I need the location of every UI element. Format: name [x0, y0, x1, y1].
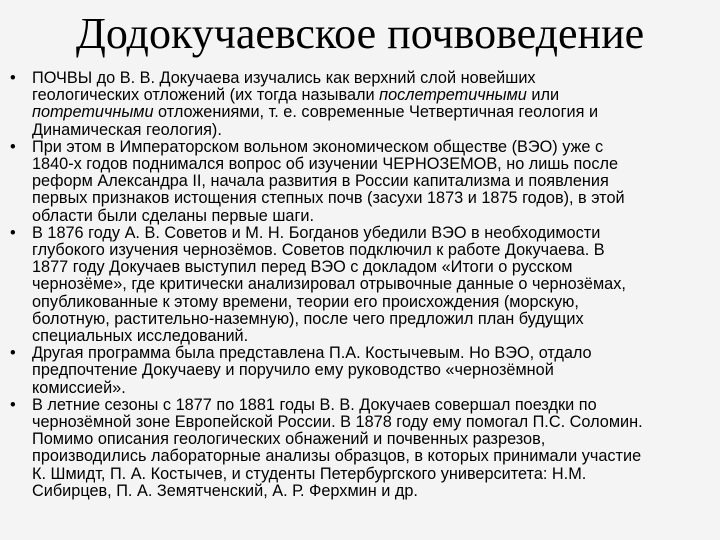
bullet-text: предпочтение Докучаеву и поручило ему руководство «чернозёмной [32, 361, 554, 380]
bullet-text: потретичными [32, 103, 154, 122]
bullet-text: болотную, растительно-наземную), после чего предложил план будущих [32, 309, 584, 328]
bullet-text: ПОЧВЫ до В. В. Докучаева изучались как верхний слой новейших [32, 69, 536, 87]
bullet-marker: • [10, 223, 16, 242]
bullet-text: 1877 году Докучаев выступил перед ВЭО с докладом «Итоги о русском [32, 258, 573, 277]
bullet-line [32, 87, 710, 104]
bullet-text: первых признаков истощения степных почв (засухи 1873 и 1875 годов), в этой [32, 189, 625, 208]
bullet-text: Динамическая геология). [32, 120, 222, 139]
bullet-line [32, 414, 710, 431]
bullet-line [32, 104, 710, 121]
bullet-line [32, 173, 710, 190]
bullet-text: производились лабораторные анализы образцов, в которых принимали участие [32, 447, 642, 466]
bullet-line [32, 139, 710, 156]
bullet-text: или [526, 86, 560, 105]
bullet-item [10, 397, 710, 500]
bullet-text: реформ Александра II, начала развития в России капитализма и появления [32, 172, 609, 191]
bullet-line [32, 431, 710, 448]
bullet-item [10, 345, 710, 397]
bullet-text: Сибирцев, П. А. Земятченский, А. Р. Ферхмин и др. [32, 481, 418, 500]
bullet-line [32, 483, 710, 500]
bullet-text: В летние сезоны с 1877 по 1881 годы В. В. Докучаев совершал поездки по [32, 395, 597, 414]
bullet-marker: • [10, 69, 16, 87]
bullet-line [32, 294, 710, 311]
bullet-item [10, 139, 710, 225]
bullet-marker: • [10, 395, 16, 414]
bullet-line [32, 328, 710, 345]
bullet-line [32, 311, 710, 328]
bullet-line [32, 362, 710, 379]
bullet-line [32, 345, 710, 362]
bullet-line [32, 448, 710, 465]
slide-title: Додокучаевское почвоведение [75, 9, 645, 58]
bullet-line [32, 397, 710, 414]
bullet-text: отложениями, т. е. современные Четвертичная геология и [153, 103, 599, 122]
bullet-marker: • [10, 344, 16, 363]
bullet-list [10, 70, 710, 500]
bullet-line [32, 156, 710, 173]
bullet-text: послетретичными [379, 86, 527, 105]
bullet-line [32, 122, 710, 139]
bullet-line [32, 259, 710, 276]
bullet-line [32, 190, 710, 207]
bullet-line [32, 242, 710, 259]
bullet-text: Помимо описания геологических обнажений и почвенных разрезов, [32, 430, 546, 449]
bullet-marker: • [10, 137, 16, 156]
bullet-line [32, 380, 710, 397]
bullet-text: геологических отложений (их тогда называли [32, 86, 380, 105]
bullet-item [10, 70, 710, 139]
bullet-line [32, 466, 710, 483]
bullet-text: 1840-х годов поднимался вопрос об изучении ЧЕРНОЗЕМОВ, но лишь после [32, 155, 619, 174]
bullet-text: области были сделаны первые шаги. [32, 206, 315, 225]
bullet-line [32, 276, 710, 293]
bullet-text: опубликованные к этому времени, теории его происхождения (морскую, [32, 292, 579, 311]
bullet-text: комиссией». [32, 378, 126, 397]
bullet-text: К. Шмидт, П. А. Костычев, и студенты Петербургского университета: Н.М. [32, 464, 587, 483]
bullet-text: специальных исследований. [32, 327, 249, 346]
bullet-text: чернозёмной зоне Европейской России. В 1878 году ему помогал П.С. Соломин. [32, 413, 643, 432]
bullet-line [32, 70, 710, 87]
bullet-text: чернозёме», где критически анализировал отрывочные данные о чернозёмах, [32, 275, 626, 294]
bullet-text: При этом в Императорском вольном экономическом обществе (ВЭО) уже с [32, 137, 604, 156]
bullet-text: В 1876 году А. В. Советов и М. Н. Богданов убедили ВЭО в необходимости [32, 223, 601, 242]
bullet-text: Другая программа была представлена П.А. Костычевым. Но ВЭО, отдало [32, 344, 592, 363]
bullet-item [10, 225, 710, 345]
bullet-line [32, 208, 710, 225]
bullet-text: глубокого изучения чернозёмов. Советов подключил к работе Докучаева. В [32, 241, 605, 260]
bullet-line [32, 225, 710, 242]
